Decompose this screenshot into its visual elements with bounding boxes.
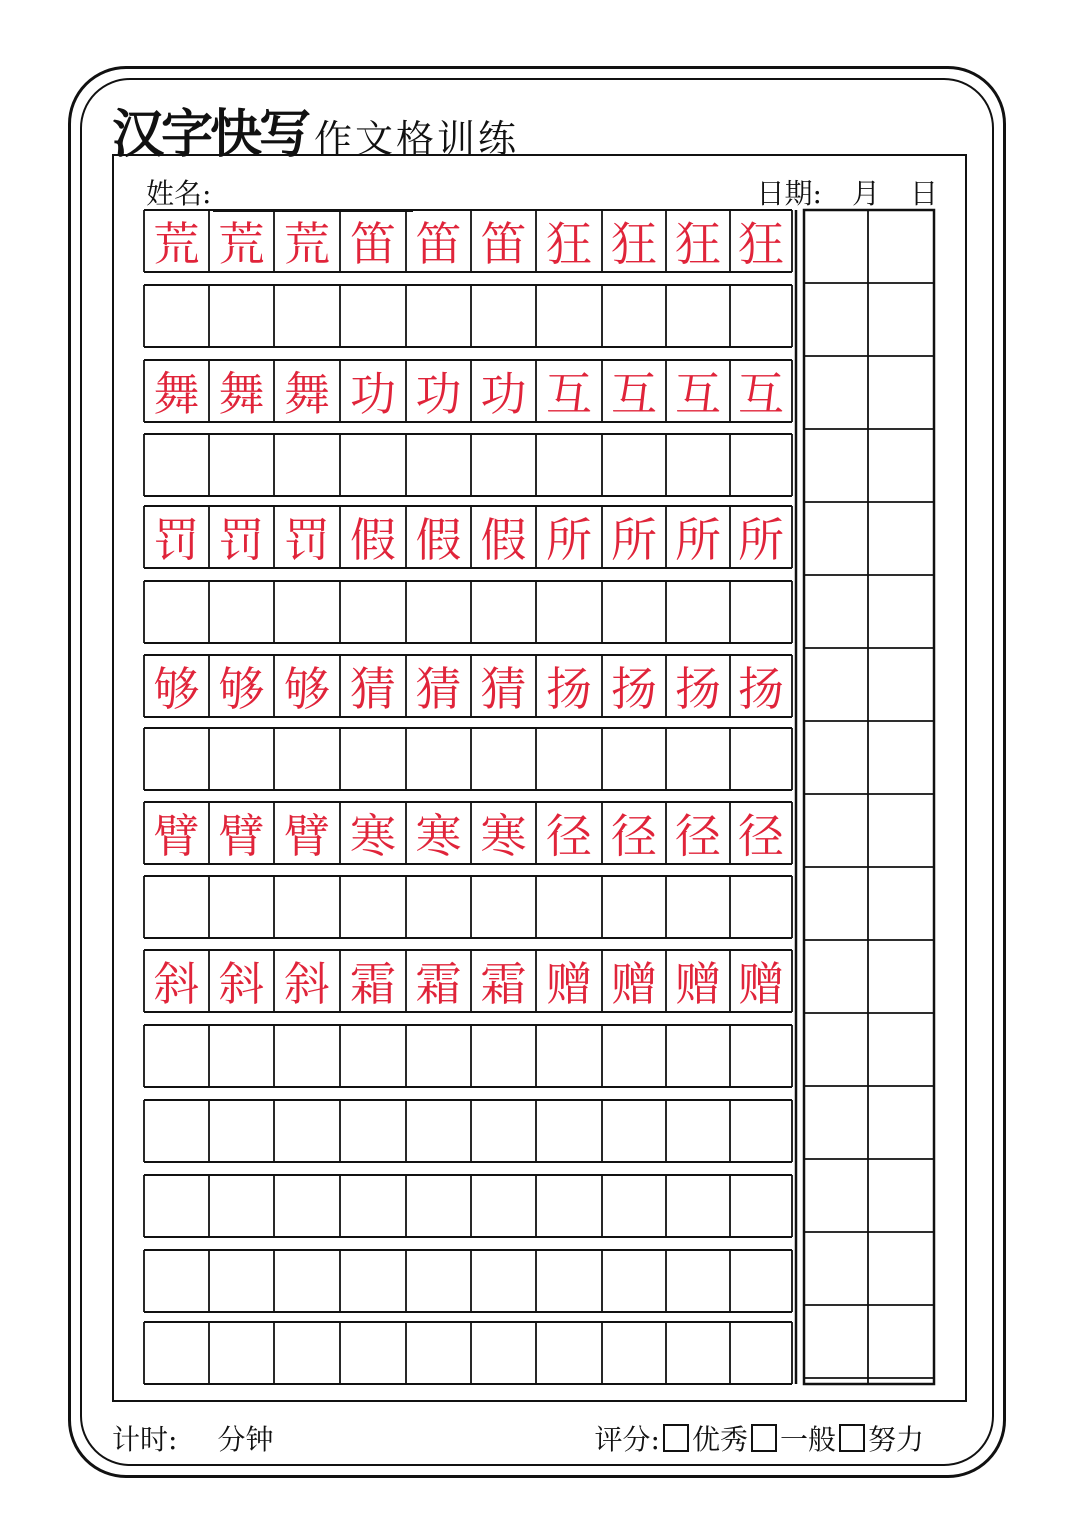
- practice-char: 扬: [611, 662, 657, 716]
- practice-char: 笛: [415, 217, 462, 271]
- title-subtitle: 作文格训练: [314, 117, 520, 161]
- practice-char: 赠: [675, 957, 721, 1011]
- practice-char: 赠: [546, 957, 592, 1011]
- practice-char: 寒: [350, 809, 396, 863]
- practice-char: 狂: [546, 217, 592, 271]
- practice-char: 互: [675, 367, 721, 421]
- practice-char: 笛: [350, 217, 396, 271]
- practice-char: 够: [153, 662, 200, 716]
- practice-char: 功: [415, 367, 462, 421]
- practice-char: 径: [546, 809, 592, 863]
- date-field: [757, 172, 938, 212]
- practice-char: 臂: [284, 809, 330, 863]
- name-label: 姓名:: [146, 177, 212, 210]
- practice-char: 霜: [480, 957, 527, 1011]
- practice-char: 所: [611, 513, 657, 567]
- timer-unit: 分钟: [217, 1423, 274, 1456]
- score-checkbox-average[interactable]: [751, 1424, 777, 1452]
- practice-char: 罚: [153, 513, 200, 567]
- title-main: 汉字快写: [112, 105, 309, 165]
- practice-char: 斜: [153, 957, 200, 1011]
- practice-char: 舞: [218, 367, 265, 421]
- practice-char: 赠: [611, 957, 657, 1011]
- practice-char: 够: [218, 662, 265, 716]
- timer-field: [112, 1418, 273, 1458]
- score-label: 评分:: [594, 1423, 660, 1456]
- practice-char: 荒: [218, 217, 265, 271]
- practice-char: 功: [350, 367, 396, 421]
- score-checkbox-excellent[interactable]: [663, 1424, 689, 1452]
- score-checkbox-effort[interactable]: [839, 1424, 865, 1452]
- practice-char: 斜: [284, 957, 330, 1011]
- timer-label: 计时:: [112, 1423, 178, 1456]
- practice-char: 扬: [675, 662, 721, 716]
- practice-char: 径: [675, 809, 721, 863]
- practice-char: 罚: [218, 513, 265, 567]
- practice-char: 假: [350, 513, 396, 567]
- practice-char: 斜: [218, 957, 265, 1011]
- grid-frame: [112, 154, 967, 1402]
- score-option-effort: 努力: [867, 1423, 924, 1456]
- practice-char: 臂: [153, 809, 200, 863]
- month-label: 月: [851, 177, 880, 210]
- practice-char: 径: [611, 809, 657, 863]
- score-field: [595, 1418, 924, 1458]
- practice-char: 扬: [546, 662, 592, 716]
- practice-char: 所: [738, 513, 784, 567]
- practice-char: 互: [738, 367, 784, 421]
- practice-char: 猜: [350, 662, 396, 716]
- practice-char: 假: [415, 513, 462, 567]
- practice-char: 霜: [350, 957, 396, 1011]
- practice-char: 假: [480, 513, 527, 567]
- practice-char: 猜: [480, 662, 527, 716]
- practice-char: 狂: [611, 217, 657, 271]
- practice-char: 笛: [480, 217, 527, 271]
- score-option-average: 一般: [779, 1423, 836, 1456]
- name-field: [146, 172, 413, 212]
- practice-char: 够: [284, 662, 330, 716]
- practice-char: 所: [546, 513, 592, 567]
- practice-char: 径: [738, 809, 784, 863]
- practice-char: 舞: [284, 367, 330, 421]
- day-label: 日: [909, 177, 938, 210]
- practice-char: 扬: [738, 662, 784, 716]
- practice-char: 功: [480, 367, 527, 421]
- practice-char: 荒: [153, 217, 200, 271]
- practice-char: 互: [546, 367, 592, 421]
- practice-char: 赠: [738, 957, 784, 1011]
- date-label: 日期:: [756, 177, 822, 210]
- practice-char: 寒: [415, 809, 462, 863]
- practice-char: 寒: [480, 809, 527, 863]
- practice-char: 互: [611, 367, 657, 421]
- practice-char: 猜: [415, 662, 462, 716]
- practice-char: 狂: [738, 217, 784, 271]
- practice-char: 舞: [153, 367, 200, 421]
- score-option-excellent: 优秀: [691, 1423, 748, 1456]
- practice-char: 荒: [284, 217, 330, 271]
- practice-char: 霜: [415, 957, 462, 1011]
- practice-char: 罚: [284, 513, 330, 567]
- practice-char: 所: [675, 513, 721, 567]
- practice-char: 狂: [675, 217, 721, 271]
- practice-char: 臂: [218, 809, 265, 863]
